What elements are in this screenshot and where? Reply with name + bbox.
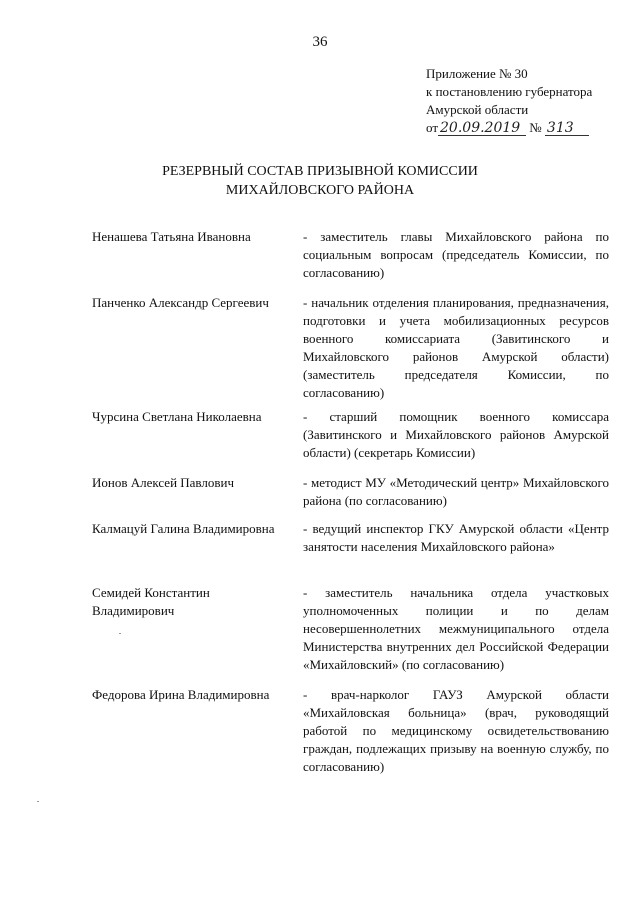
member-role: - методист МУ «Методический центр» Михайловского района (по согласованию) (303, 475, 609, 508)
member-name: Ненашева Татьяна Ивановна (92, 229, 251, 244)
title-line-2: МИХАЙЛОВСКОГО РАЙОНА (225, 183, 415, 198)
member-role: - заместитель начальника отдела участковых уполномоченных полиции и по делам несовершеннолетних межмуниципального отдела Министерства внутренних дел Российской Федерации «Михайловский» (по согласованию) (303, 585, 609, 672)
member-role: - ведущий инспектор ГКУ Амурской области «Центр занятости населения Михайловского района» (303, 521, 609, 554)
appendix-title: Приложение № 30 (426, 66, 528, 81)
handwritten-date: 20.09.2019 (438, 121, 526, 136)
number-prefix: № (529, 120, 542, 135)
handwritten-number: 313 (545, 121, 589, 136)
member-name: Панченко Александр Сергеевич (92, 295, 269, 310)
member-name: Семидей Константин Владимирович (92, 585, 210, 618)
member-name: Чурсина Светлана Николаевна (92, 409, 262, 424)
member-role: - заместитель главы Михайловского района по социальным вопросам (председатель Комиссии, по согласованию) (303, 229, 609, 280)
scan-speck (119, 633, 121, 634)
title-line-1: РЕЗЕРВНЫЙ СОСТАВ ПРИЗЫВНОЙ КОМИССИИ (162, 164, 478, 179)
appendix-date-line (426, 119, 592, 137)
member-name: Федорова Ирина Владимировна (92, 687, 270, 702)
member-role: - врач-нарколог ГАУЗ Амурской области «Михайловская больница» (врач, руководящий работой по медицинскому освидетельствованию граждан, подлежащих призыву на военную службу, по согласованию) (303, 687, 609, 774)
page-number: 36 (312, 34, 328, 50)
member-name: Калмацуй Галина Владимировна (92, 521, 275, 536)
appendix-block (426, 65, 592, 137)
appendix-region: Амурской области (426, 102, 529, 117)
member-role: - начальник отделения планирования, предназначения, подготовки и учета мобилизационных ресурсов военного комиссариата (Завитинского и Михайловского районов Амурской области) (заместитель председателя Комиссии, по согласованию) (303, 295, 609, 400)
document-title (0, 162, 640, 200)
date-prefix: от (426, 120, 439, 135)
scan-speck (37, 801, 39, 802)
appendix-decree-ref: к постановлению губернатора (426, 84, 593, 99)
member-name: Ионов Алексей Павлович (92, 475, 235, 490)
member-role: - старший помощник военного комиссара (Завитинского и Михайловского районов Амурской области) (секретарь Комиссии) (303, 409, 609, 460)
